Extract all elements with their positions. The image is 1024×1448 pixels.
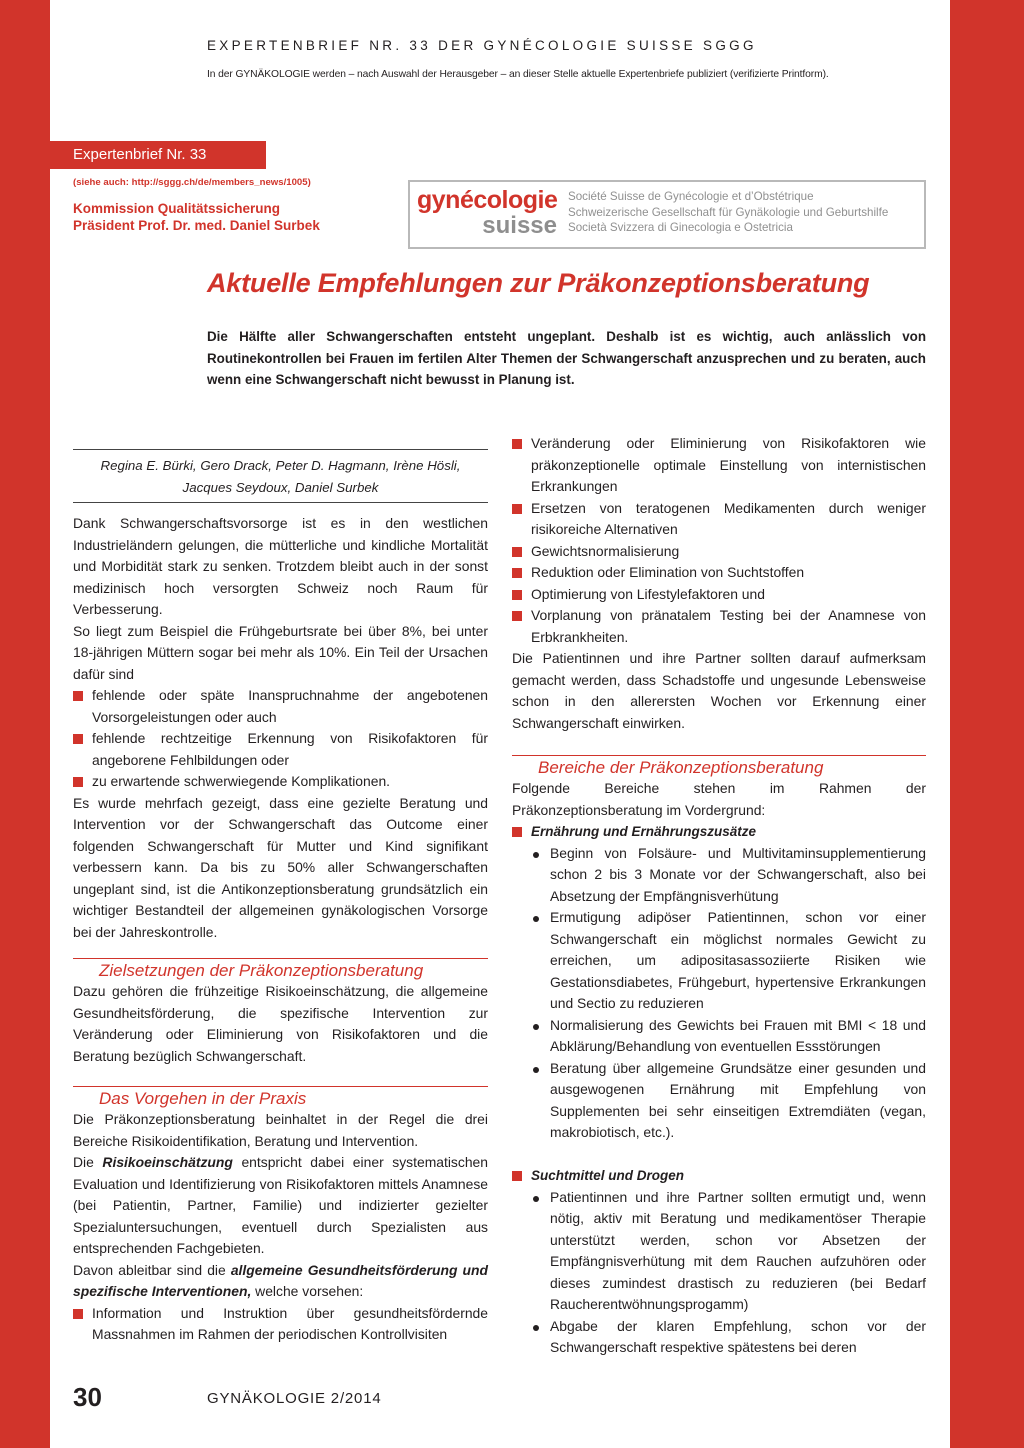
commission-name: Kommission Qualitätssicherung <box>73 201 281 216</box>
list-item: fehlende rechtzeitige Erkennung von Risikofaktoren für angeborene Fehlbildungen oder <box>73 728 488 771</box>
logo-line-de: Schweizerische Gesellschaft für Gynäkologie und Geburtshilfe <box>568 205 889 219</box>
list-item: Patientinnen und ihre Partner sollten ermutigt und, wenn nötig, aktiv mit Beratung und medikamentöser Therapie unterstützt werden, schon vor Absetzen der Empfängnisverhütung mit dem Rauchen aufzuhören oder dieses zumindest drastisch zu reduzieren (bei Bedarf Raucherentwöhnungsprogamm) <box>531 1187 926 1316</box>
right-red-margin <box>950 0 1024 1448</box>
gynecologie-suisse-logo <box>408 180 926 249</box>
outcome-paragraph: Es wurde mehrfach gezeigt, dass eine gezielte Beratung und Intervention vor der Schwangerschaft das Outcome einer folgenden Schwangerschaft für Mutter und Kind signifikant verbessern kann. Da bis zu 50% aller Schwangerschaften ungeplant sind, ist die Antikonzeptionsberatung grundsätzlich ein wichtiger Bestandteil der allgemeinen gynäkologischen Vorsorge bei der Jahreskontrolle. <box>73 794 488 940</box>
list-item: Normalisierung des Gewichts bei Frauen mit BMI < 18 und Abklärung/Behandlung von eventuellen Essstörungen <box>531 1015 926 1058</box>
logo-line-fr: Société Suisse de Gynécologie et d’Obstétrique <box>568 190 814 203</box>
list-item: Information und Instruktion über gesundheitsfördernde Massnahmen im Rahmen der periodischen Kontrollvisiten <box>73 1303 488 1346</box>
logo-society-names <box>568 189 888 236</box>
areas-list <box>512 821 926 843</box>
drugs-heading: Suchtmittel und Drogen <box>531 1168 684 1183</box>
authors <box>73 449 488 503</box>
area-drugs <box>512 1165 926 1187</box>
left-column <box>73 440 488 1346</box>
logo-word-suisse: suisse <box>482 212 557 239</box>
commission-block <box>73 201 320 234</box>
causes-list <box>73 685 488 793</box>
lifestyle-paragraph: Die Patientinnen und ihre Partner sollten darauf aufmerksam gemacht werden, dass Schadstoffe und ungesunde Lebensweise schon in den allerersten Wochen vor Erkennung einer Schwangerschaft einwirken. <box>512 650 926 731</box>
logo-word-gynecologie: gynécologie <box>417 186 558 214</box>
list-item: Optimierung von Lifestylefaktoren und <box>512 584 926 606</box>
journal-issue: GYNÄKOLOGIE 2/2014 <box>207 1390 382 1407</box>
interventions-term: allgemeine Gesundheitsförderung und spezifische Interventionen, <box>73 1261 488 1299</box>
section-heading-vorgehen: Das Vorgehen in der Praxis <box>73 1086 488 1109</box>
area-nutrition <box>512 821 926 843</box>
measures-list-left <box>73 1303 488 1346</box>
right-column <box>512 433 926 1359</box>
article-title: Aktuelle Empfehlungen zur Präkonzeptionsberatung <box>207 268 870 298</box>
zielsetzungen-text: Dazu gehören die frühzeitige Risikoeinschätzung, die allgemeine Gesundheitsförderung, die spezifische Intervention zur Veränderung oder Eliminierung von Risikofaktoren und die Beratung bezüglich Schwangerschaft. <box>73 983 488 1064</box>
intro-paragraph: Dank Schwangerschaftsvorsorge ist es in den westlichen Industrieländern gelungen, die mütterliche und kindliche Mortalität und Morbidität stark zu senken. Trotzdem bleibt auch in der sonst medizinisch hoch versorgten Schweiz noch Raum für Verbesserung. <box>73 515 488 617</box>
list-item: Beginn von Folsäure- und Multivitaminsupplementierung schon 2 bis 3 Monate vor der Schwangerschaft, also bei Absetzung der Empfängnisverhütung <box>531 843 926 908</box>
vorgehen-paragraph: Die Präkonzeptionsberatung beinhaltet in der Regel die drei Bereiche Risikoidentifikation, Beratung und Intervention. <box>73 1111 488 1149</box>
authors-line-2: Jacques Seydoux, Daniel Surbek <box>182 479 379 495</box>
page-number: 30 <box>73 1382 102 1412</box>
authors-line-1: Regina E. Bürki, Gero Drack, Peter D. Hagmann, Irène Hösli, <box>100 458 461 473</box>
nutrition-heading: Ernährung und Ernährungszusätze <box>531 824 757 839</box>
section-heading-zielsetzungen: Zielsetzungen der Präkonzeptionsberatung <box>73 958 488 981</box>
bereiche-text: Folgende Bereiche stehen im Rahmen der Präkonzeptionsberatung im Vordergrund: <box>512 780 926 818</box>
interventions-paragraph: Davon ableitbar sind die allgemeine Gesundheitsförderung und spezifische Interventionen, welche vorsehen: <box>73 1261 488 1299</box>
risk-assessment-paragraph: Die Risikoeinschätzung entspricht dabei einer systematischen Evaluation und Identifizierung von Risikofaktoren mittels Anamnese (bei Patientin, Partner, Familie) und indizierter gezielter Spezialuntersuchungen, eventuell durch Spezialisten aus entsprechenden Fachgebieten. <box>73 1154 489 1256</box>
see-also-link[interactable]: (siehe auch: http://sggg.ch/de/members_news/1005) <box>73 177 311 188</box>
list-item: Vorplanung von pränatalem Testing bei der Anamnese von Erbkrankheiten. <box>512 605 926 648</box>
expertenbrief-tag: Expertenbrief Nr. 33 <box>50 141 266 169</box>
areas-list-2 <box>512 1165 926 1187</box>
list-item: zu erwartende schwerwiegende Komplikationen. <box>73 771 488 793</box>
list-item: Veränderung oder Eliminierung von Risikofaktoren wie präkonzeptionelle optimale Einstellung von internistischen Erkrankungen <box>512 433 926 498</box>
list-item: Gewichtsnormalisierung <box>512 541 926 563</box>
list-item: Reduktion oder Elimination von Suchtstoffen <box>512 562 926 584</box>
running-header: EXPERTENBRIEF NR. 33 DER GYNÉCOLOGIE SUISSE SGGG <box>207 38 757 53</box>
list-item: Ersetzen von teratogenen Medikamenten durch weniger risikoreiche Alternativen <box>512 498 926 541</box>
left-red-margin <box>0 0 50 1448</box>
drugs-list <box>531 1187 926 1359</box>
risk-assessment-term: Risikoeinschätzung <box>102 1154 233 1170</box>
commission-president: Präsident Prof. Dr. med. Daniel Surbek <box>73 217 320 233</box>
list-item: Abgabe der klaren Empfehlung, schon vor der Schwangerschaft respektive spätestens bei deren <box>531 1316 926 1359</box>
article-lead: Die Hälfte aller Schwangerschaften entsteht ungeplant. Deshalb ist es wichtig, auch anlässlich von Routinekontrollen bei Frauen im fertilen Alter Themen der Schwangerschaft anzusprechen und zu beraten, auch wenn eine Schwangerschaft nicht bewusst in Planung ist. <box>207 329 926 387</box>
nutrition-list <box>531 843 926 1144</box>
list-item: fehlende oder späte Inanspruchnahme der angebotenen Vorsorgeleistungen oder auch <box>73 685 488 728</box>
logo-line-it: Società Svizzera di Ginecologia e Ostetricia <box>568 221 793 234</box>
section-heading-bereiche: Bereiche der Präkonzeptionsberatung <box>512 755 926 778</box>
list-item: Ermutigung adipöser Patientinnen, schon vor einer Schwangerschaft ein möglichst normales Gewicht zu erreichen, um adipositasassoziierte Risiken wie Gestationsdiabetes, Frühgeburt, hypertensive Erkrankungen und Sectio zu reduzieren <box>531 907 926 1015</box>
list-item: Beratung über allgemeine Grundsätze einer gesunden und ausgewogenen Ernährung mit Empfehlung von Supplementen bei sehr einseitigen Extremdiäten (vegan, makrobiotisch, etc.). <box>531 1058 926 1144</box>
measures-list-right <box>512 433 926 648</box>
preterm-paragraph: So liegt zum Beispiel die Frühgeburtsrate bei über 8%, bei unter 18-jährigen Müttern sogar bei mehr als 10%. Ein Teil der Ursachen dafür sind <box>73 622 488 682</box>
header-subtitle: In der GYNÄKOLOGIE werden – nach Auswahl der Herausgeber – an dieser Stelle aktuelle Expertenbriefe publiziert (verifizierte Printform). <box>207 69 829 80</box>
